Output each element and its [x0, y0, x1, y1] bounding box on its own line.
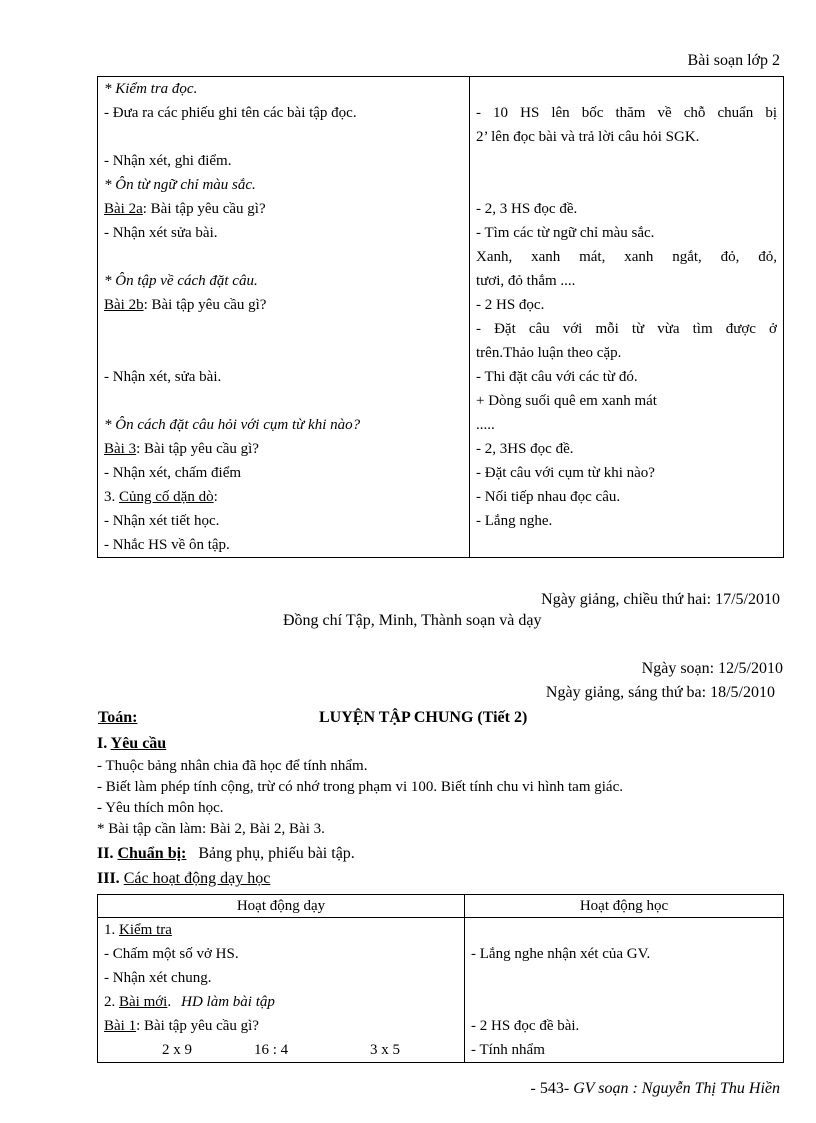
- section-colon: :: [213, 489, 218, 505]
- section-preparation: [97, 845, 355, 863]
- exercise-label: Bài 2a: [104, 201, 143, 217]
- column-header-teacher: Hoạt động dạy: [98, 895, 465, 918]
- page-footer: [531, 1080, 780, 1098]
- requirement-item: - Biết làm phép tính cộng, trừ có nhớ trong phạm vi 100. Biết tính chu vi hình tam giác.: [97, 779, 623, 795]
- table-line: - 2 HS đọc đề bài.: [471, 1018, 580, 1034]
- teaching-date: Ngày giảng, chiều thứ hai: 17/5/2010: [541, 591, 780, 608]
- section-number: I.: [97, 735, 111, 752]
- table-line: * Kiểm tra đọc.: [104, 81, 198, 97]
- exercise-label: Bài 3: [104, 441, 137, 457]
- requirement-item: - Yêu thích môn học.: [97, 800, 224, 816]
- table-line: - Nhắc HS về ôn tập.: [104, 537, 230, 553]
- page-header: Bài soạn lớp 2: [687, 52, 780, 69]
- table-line: [476, 77, 777, 101]
- column-header-student: Hoạt động học: [465, 895, 784, 918]
- table-line: [104, 317, 463, 341]
- author: GV soạn : Nguyễn Thị Thu Hiền: [573, 1080, 780, 1097]
- table-line: - Nhận xét chung.: [104, 970, 212, 986]
- expression: 3 x 5: [370, 1042, 400, 1058]
- exercise-label: Bài 2b: [104, 297, 144, 313]
- expression: 16 : 4: [254, 1042, 289, 1058]
- table-line: [471, 966, 777, 990]
- table-line: - Nhận xét, ghi điểm.: [104, 153, 232, 169]
- section-title: Các hoạt động dạy học: [123, 870, 271, 887]
- section-requirements: [97, 735, 166, 753]
- section-note: HD làm bài tập: [181, 994, 275, 1010]
- table-line: - Lắng nghe.: [476, 513, 553, 529]
- table-line: + Dòng suối quê em xanh mát: [476, 393, 657, 409]
- table-line: [104, 918, 458, 942]
- student-column: [465, 918, 784, 1063]
- table-line: 2’ lên đọc bài và trả lời câu hỏi SGK.: [476, 129, 700, 145]
- table-line: [104, 389, 463, 413]
- section-title: Chuẩn bị:: [117, 845, 187, 862]
- table-line: - Đặt câu với mỗi từ vừa tìm được ở: [476, 321, 777, 337]
- table-line: - 2 HS đọc.: [476, 297, 545, 313]
- table-line: [104, 1038, 458, 1062]
- table-line: [476, 149, 777, 173]
- table-line: - Thi đặt câu với các từ đó.: [476, 369, 638, 385]
- exercise-question: : Bài tập yêu cầu gì?: [136, 441, 259, 457]
- table-line: [104, 197, 463, 221]
- section-number: 3.: [104, 489, 119, 505]
- table-line: - 2, 3 HS đọc đề.: [476, 201, 578, 217]
- teaching-date-2: Ngày giảng, sáng thứ ba: 18/5/2010: [545, 684, 775, 701]
- table-line: [104, 125, 463, 149]
- table-line: [104, 341, 463, 365]
- table-line: - Nhận xét, chấm điểm: [104, 465, 242, 481]
- table-line: Xanh, xanh mát, xanh ngắt, đỏ, đỏ,: [476, 249, 777, 265]
- requirement-item: * Bài tập cần làm: Bài 2, Bài 2, Bài 3.: [97, 821, 325, 837]
- table-line: [104, 245, 463, 269]
- prep-date: Ngày soạn: 12/5/2010: [641, 660, 783, 677]
- section-activities: [97, 870, 270, 888]
- table-line: [104, 485, 463, 509]
- table-line: * Ôn cách đặt câu hỏi với cụm từ khi nào?: [104, 417, 361, 433]
- table-line: [471, 918, 777, 942]
- exercise-question: : Bài tập yêu cầu gì?: [142, 201, 266, 217]
- table-line: - Tính nhẩm: [471, 1042, 545, 1058]
- table-line: trên.Thảo luận theo cặp.: [476, 345, 622, 361]
- section-title: Kiểm tra: [119, 922, 172, 938]
- page-number: - 543-: [530, 1080, 574, 1097]
- table-line: * Ôn từ ngữ chỉ màu sắc.: [104, 177, 256, 193]
- table-line: [104, 437, 463, 461]
- activity-table-1: [97, 76, 784, 558]
- table-line: - Lắng nghe nhận xét của GV.: [471, 946, 651, 962]
- expression: 2 x 9: [162, 1042, 192, 1058]
- table-line: - Nhận xét sửa bài.: [104, 225, 218, 241]
- table-line: - Tìm các từ ngữ chỉ màu sắc.: [476, 225, 655, 241]
- teachers-note: Đồng chí Tập, Minh, Thành soạn và dạy: [283, 612, 542, 629]
- table-line: tươi, đỏ thắm ....: [476, 273, 576, 289]
- student-column: [470, 77, 784, 558]
- lesson-title: LUYỆN TẬP CHUNG (Tiết 2): [319, 709, 528, 726]
- table-line: - 2, 3HS đọc đề.: [476, 441, 574, 457]
- table-line: [476, 173, 777, 197]
- activity-table-2: [97, 894, 784, 1063]
- exercise-label: Bài 1: [104, 1018, 137, 1034]
- table-line: [104, 293, 463, 317]
- preparation-text: Bảng phụ, phiếu bài tập.: [198, 845, 355, 862]
- table-line: - Nhận xét tiết học.: [104, 513, 220, 529]
- table-line: - Nối tiếp nhau đọc câu.: [476, 489, 621, 505]
- table-line: [104, 1014, 458, 1038]
- teacher-column: [98, 77, 470, 558]
- subject-label: Toán:: [98, 709, 138, 726]
- exercise-question: : Bài tập yêu cầu gì?: [136, 1018, 259, 1034]
- table-line: - Đưa ra các phiếu ghi tên các bài tập đọc.: [104, 105, 357, 121]
- table-line: - Đặt câu với cụm từ khi nào?: [476, 465, 655, 481]
- requirement-item: - Thuộc bảng nhân chia đã học để tính nhẩm.: [97, 758, 368, 774]
- table-line: [471, 990, 777, 1014]
- section-number: 1.: [104, 922, 119, 938]
- table-line: * Ôn tập về cách đặt câu.: [104, 273, 258, 289]
- section-number: 2.: [104, 994, 119, 1010]
- section-number: II.: [97, 845, 118, 862]
- table-line: [104, 990, 458, 1014]
- section-dot: .: [167, 994, 172, 1010]
- section-number: III.: [97, 870, 124, 887]
- section-title: Yêu cầu: [110, 735, 167, 752]
- section-title: Bài mới: [119, 994, 168, 1010]
- teacher-column: [98, 918, 465, 1063]
- table-line: - Nhận xét, sửa bài.: [104, 369, 222, 385]
- table-line: - 10 HS lên bốc thăm về chỗ chuẩn bị: [476, 105, 777, 121]
- table-line: - Chấm một số vở HS.: [104, 946, 239, 962]
- table-line: .....: [476, 417, 495, 433]
- exercise-question: : Bài tập yêu cầu gì?: [143, 297, 267, 313]
- section-title: Củng cố dặn dò: [119, 489, 214, 505]
